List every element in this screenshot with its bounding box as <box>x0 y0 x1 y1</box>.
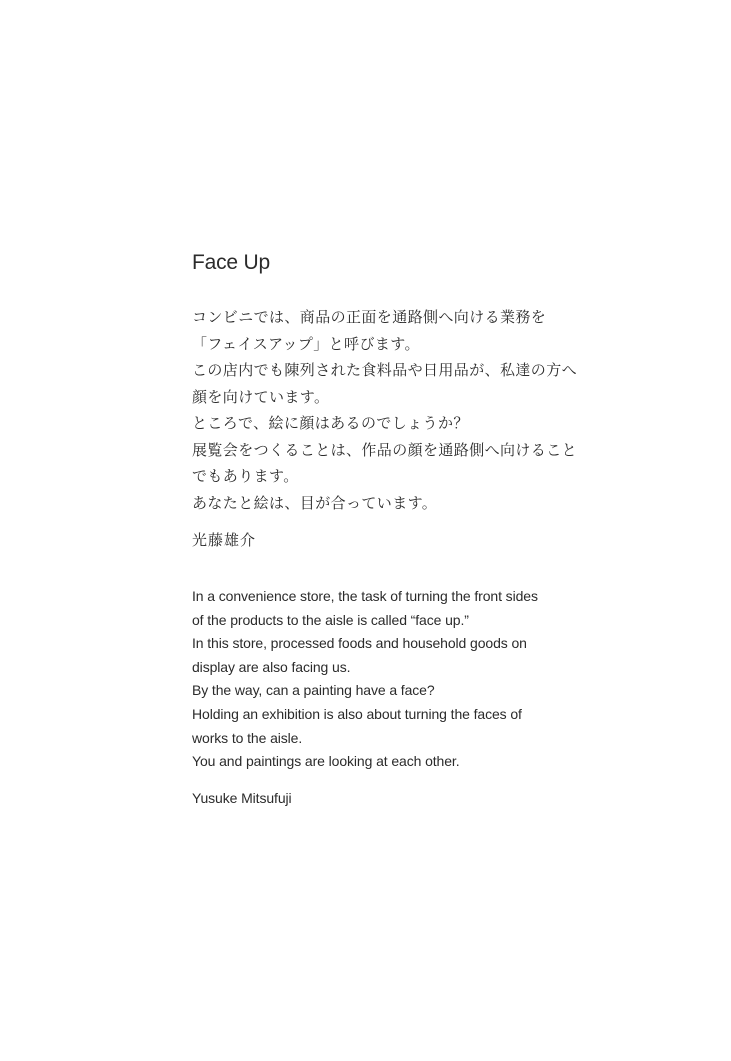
english-statement <box>192 585 572 810</box>
english-line: works to the aisle. <box>192 729 303 746</box>
japanese-line: コンビニでは、商品の正面を通路側へ向ける業務を <box>192 308 547 326</box>
japanese-line: 展覧会をつくることは、作品の顔を通路側へ向けること <box>192 440 578 459</box>
english-line: By the way, can a painting have a face? <box>192 682 435 699</box>
english-line: In a convenience store, the task of turning the front sides <box>192 588 538 604</box>
japanese-line: でもあります。 <box>192 467 299 485</box>
english-line: In this store, processed foods and household goods on <box>192 635 527 652</box>
japanese-line: 「フェイスアップ」と呼びます。 <box>192 334 420 353</box>
page-title: Face Up <box>192 251 270 274</box>
japanese-line: この店内でも陳列された食料品や日用品が、私達の方へ <box>192 361 578 379</box>
statement-text-block <box>192 248 578 810</box>
japanese-line: あなたと絵は、目が合っています。 <box>192 493 438 512</box>
japanese-author-name: 光藤雄介 <box>192 531 257 549</box>
english-line: display are also facing us. <box>192 658 351 675</box>
english-line: You and paintings are looking at each other. <box>192 753 460 770</box>
japanese-statement <box>192 304 578 553</box>
english-author-name: Yusuke Mitsufuji <box>192 789 292 806</box>
english-line: of the products to the aisle is called “face up.” <box>192 611 469 628</box>
japanese-line: 顔を向けています。 <box>192 387 330 406</box>
japanese-line: ところで、絵に顔はあるのでしょうか？ <box>192 414 469 432</box>
english-line: Holding an exhibition is also about turning the faces of <box>192 705 522 722</box>
